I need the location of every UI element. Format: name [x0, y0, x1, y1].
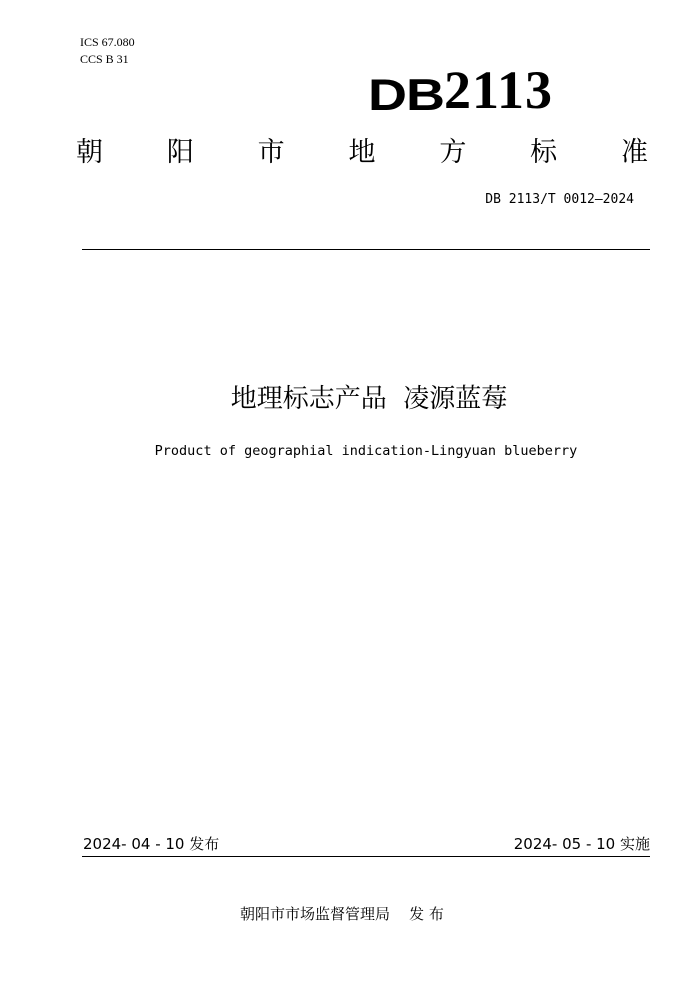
issue-date: 2024- 04 - 10 发布 — [83, 835, 220, 853]
standard-type-char: 朝 — [76, 137, 103, 168]
implementation-date: 2024- 05 - 10 实施 — [513, 835, 650, 853]
standard-type-char: 准 — [620, 137, 648, 168]
top-divider — [82, 249, 650, 250]
document-title: 地理标志产品 凌源蓝莓 — [230, 384, 508, 414]
ics-code: ICS 67.080 — [80, 35, 135, 49]
standard-type-char: 市 — [257, 137, 285, 168]
standard-number: DB 2113/T 0012—2024 — [485, 192, 634, 207]
standard-type-char: 地 — [348, 137, 376, 168]
db-logo — [368, 62, 553, 118]
classification-codes — [80, 34, 135, 68]
standard-type-char: 阳 — [166, 137, 194, 168]
standard-type-heading — [76, 136, 648, 170]
english-title: Product of geographial indication-Lingyuan blueberry — [154, 443, 578, 459]
publisher: 朝阳市市场监督管理局 发 布 — [240, 905, 444, 923]
bottom-divider — [82, 856, 650, 857]
db-logo-number: 2113 — [444, 60, 554, 120]
standard-type-char: 方 — [439, 137, 467, 168]
standard-type-char: 标 — [530, 137, 558, 168]
db-logo-letters: DB — [368, 70, 444, 120]
ccs-code: CCS B 31 — [80, 52, 129, 66]
